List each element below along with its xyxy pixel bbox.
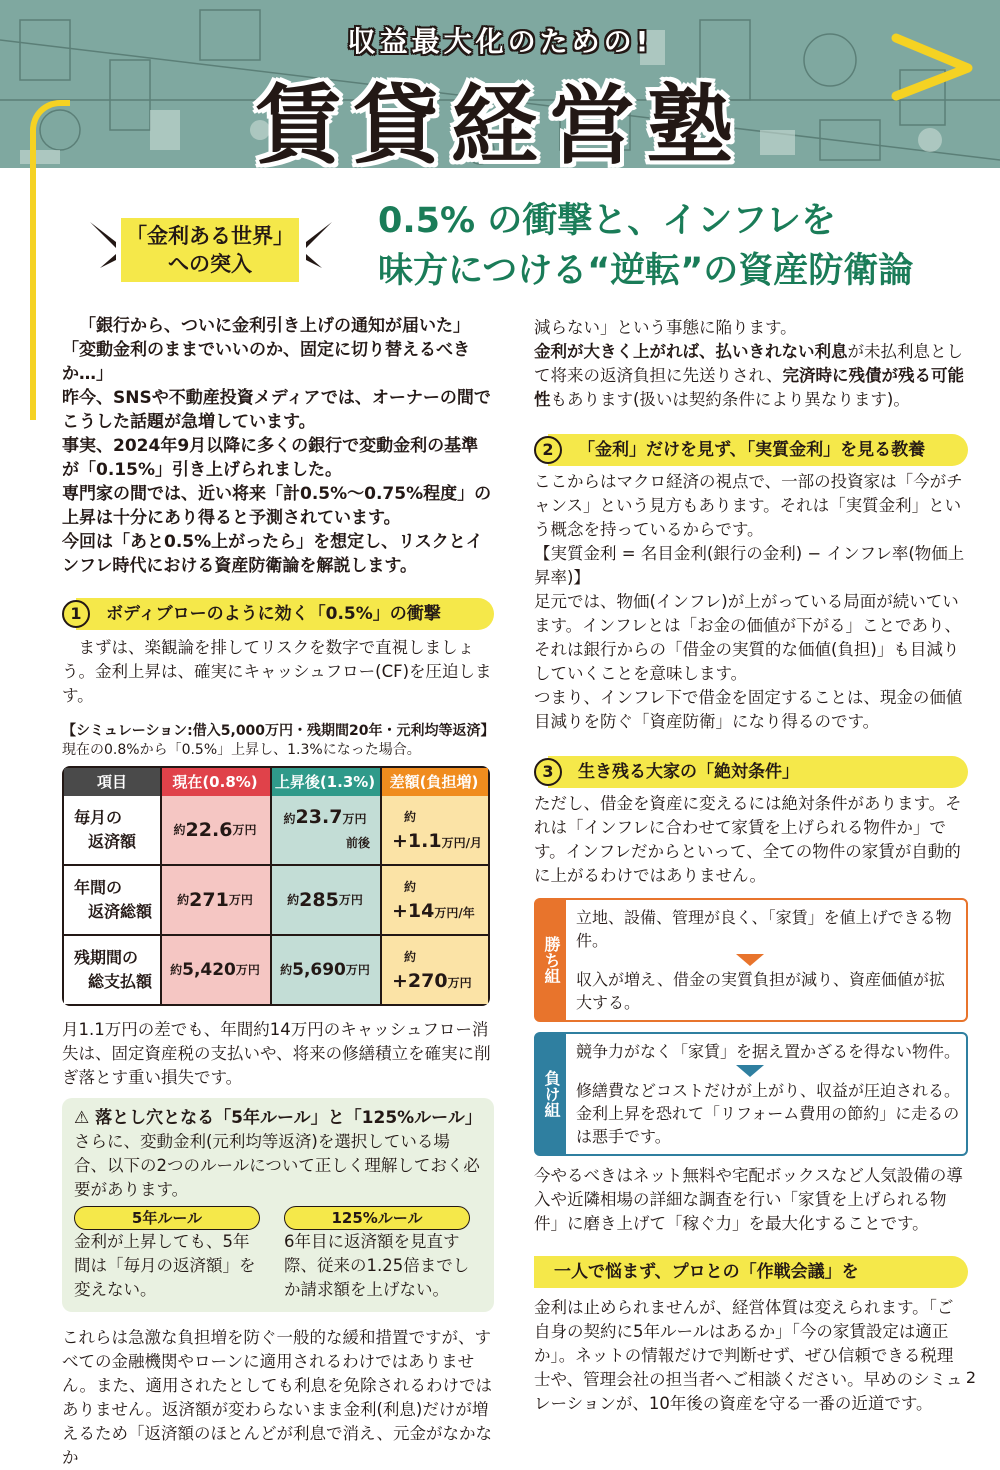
intro-p1: 「銀行から、ついに金利引き上げの通知が届いた」「変動金利のままでいいのか、固定に切り替えるべきか…」 — [62, 316, 470, 384]
cell-prefix: 約 — [404, 880, 417, 894]
banner-subtitle: 収益最大化のための! — [347, 25, 653, 58]
banner-title: 賃貸経営塾 — [255, 76, 745, 176]
rule-5year — [74, 1206, 260, 1302]
continued-text: 減らない」という事態に陥ります。 — [534, 318, 797, 337]
cell-value: +14 — [392, 900, 435, 922]
cell-value: +1.1 — [392, 830, 442, 852]
cell-unit: 万円 — [345, 963, 370, 977]
section-2-heading — [542, 434, 968, 466]
headline-tag-label — [121, 218, 299, 282]
simulation-subtitle: 現在の0.8%から「0.5%」上昇し、1.3%になった場合。 — [62, 742, 421, 758]
intro-p2: 昨今、SNSや不動産投資メディアでは、オーナーの間でこうした話題が急増しています。 — [62, 388, 491, 432]
cell-value: 23.7 — [295, 806, 343, 828]
rule-125-title: 125%ルール — [284, 1206, 470, 1230]
table-header-diff: 差額(負担増) — [380, 768, 488, 796]
intro — [62, 314, 494, 578]
cell-unit: 万円/年 — [434, 906, 475, 920]
section-1-title: ボディブローのように効く「0.5%」の衝撃 — [106, 604, 441, 624]
cell-value: 285 — [299, 889, 339, 911]
row-label-line1: 残期間の — [74, 948, 139, 967]
lose-case — [534, 1032, 968, 1156]
table-header-after: 上昇後(1.3%) — [270, 768, 380, 796]
row-label-line1: 年間の — [74, 878, 123, 897]
table-cell-diff — [380, 866, 488, 934]
cell-prefix: 約 — [404, 810, 417, 824]
intro-p5: 今回は「あと0.5%上がったら」を想定し、リスクとインフレ時代における資産防衛論を解説します。 — [62, 532, 483, 576]
rule-5year-text: 金利が上昇しても、5年間は「毎月の返済額」を変えない。 — [74, 1232, 256, 1299]
section-3-heading — [542, 756, 968, 788]
cell-unit: 万円 — [232, 823, 257, 837]
table-cell-after — [270, 936, 380, 1004]
win-case — [534, 898, 968, 1022]
table-header-item: 項目 — [64, 768, 160, 796]
simulation-title: 【シミュレーション:借入5,000万円・残期間20年・元利均等返済】 — [62, 723, 495, 739]
row-label-line1: 毎月の — [74, 808, 123, 827]
header-banner — [0, 0, 1000, 176]
table-row-label — [64, 876, 160, 924]
intro-p4: 専門家の間では、近い将来「計0.5%〜0.75%程度」の上昇は十分にあり得ると予測されています。 — [62, 484, 492, 528]
rule-5year-title: 5年ルール — [74, 1206, 260, 1230]
table-row-label — [64, 806, 160, 854]
risk-text-2: もあります(扱いは契約条件により異なります)。 — [550, 390, 910, 409]
cell-prefix: 約 — [170, 963, 183, 977]
cell-prefix: 約 — [404, 950, 417, 964]
rules-title — [74, 1106, 482, 1130]
section-2-number: 2 — [534, 436, 562, 464]
win-text-2: 収入が増え、借金の実質負担が減り、資産価値が拡大する。 — [576, 970, 945, 1012]
arrow-down-icon — [736, 954, 764, 966]
table-row-label — [64, 946, 160, 994]
cell-value: 271 — [189, 889, 229, 911]
cell-prefix: 約 — [173, 823, 186, 837]
chevron-right-icon — [888, 30, 978, 100]
after-table-text: 月1.1万円の差でも、年間約14万円のキャッシュフロー消失は、固定資産税の支払いや、将来の修繕積立を確実に削ぎ落とす重い損失です。 — [62, 1020, 491, 1087]
rules-box — [62, 1098, 494, 1312]
row-label-line2: 返済額 — [88, 832, 137, 851]
tag-line-2: への突入 — [168, 252, 252, 276]
lose-body — [576, 1034, 966, 1154]
row-label-line2: 総支払額 — [88, 972, 153, 991]
table-cell-diff — [380, 936, 488, 1004]
row-label-line2: 返済総額 — [88, 902, 153, 921]
headline-tag — [86, 212, 336, 282]
section-1-heading — [70, 598, 494, 630]
cell-value: 5,690 — [292, 960, 346, 980]
rule-columns — [74, 1206, 482, 1302]
tag-line-1: 「金利ある世界」 — [126, 224, 294, 248]
warning-icon: ⚠ — [74, 1108, 90, 1128]
intro-p3: 事実、2024年9月以降に多くの銀行で変動金利の基準が「0.15%」引き上げられました。 — [62, 436, 479, 480]
section-2-title: 「金利」だけを見ず、「実質金利」を見る教養 — [578, 440, 926, 460]
cell-value: +270 — [392, 970, 448, 992]
closing-text: 金利は止められませんが、経営体質は変えられます。「ご自身の契約に5年ルールはあるか」「今の家賃設定は適正か」。ネットの情報だけで判断せず、ぜひ信頼できる税理士や、管理会社の担当者へご相談ください。早めのシミュレーションが、10年後の資産を守る一番の近道です。 — [534, 1298, 963, 1413]
lose-text-1: 競争力がなく「家賃」を据え置かざるを得ない物件。 — [576, 1042, 961, 1061]
cell-prefix: 約 — [280, 963, 293, 977]
cell-prefix: 約 — [177, 893, 190, 907]
table-cell-now — [160, 936, 270, 1004]
risk-bold-2: 完済時に残債が残る可能性 — [534, 366, 964, 409]
rule-125 — [284, 1206, 470, 1302]
win-label: 勝ち組 — [536, 900, 566, 1020]
cell-unit: 万円 — [447, 976, 472, 990]
cell-unit: 万円 — [235, 963, 260, 977]
win-body — [576, 900, 966, 1020]
cell-unit: 万円 — [342, 812, 367, 826]
headline-line-1: 0.5% の衝撃と、インフレを — [378, 201, 836, 241]
cell-value: 5,420 — [182, 960, 236, 980]
section-2-p4: つまり、インフレ下で借金を固定することは、現金の価値目減りを防ぐ「資産防衛」になり得るのです。 — [534, 688, 963, 731]
simulation-table — [62, 766, 490, 1006]
left-bottom-text: これらは急激な負担増を防ぐ一般的な緩和措置ですが、すべての金融機関やローンに適用されるわけではありません。また、適用されたとしても利息を免除されるわけではありません。返済額が変わらないまま金利(利息)だけが増えるため「返済額のほとんどが利息で消え、元金がなかなか — [62, 1328, 492, 1467]
risk-text-1: が未払利息として将来の返済負担に先送りされ、 — [534, 342, 963, 385]
closing-heading: 一人で悩まず、プロとの「作戦会議」を — [534, 1256, 968, 1288]
section-3-p1: ただし、借金を資産に変えるには絶対条件があります。それは「インフレに合わせて家賃を上げられる物件か」です。インフレだからといって、全ての物件の家賃が自動的に上がるわけではありません。 — [534, 794, 962, 885]
lose-label: 負け組 — [536, 1034, 566, 1154]
section-1-number: 1 — [62, 600, 90, 628]
headline — [378, 196, 913, 296]
section-2-p1: ここからはマクロ経済の視点で、一部の投資家は「今がチャンス」という見方もあります。それは「実質金利」という概念を持っているからです。 — [534, 472, 963, 539]
section-3-p2: 今やるべきはネット無料や宅配ボックスなど人気設備の導入や近隣相場の詳細な調査を行い「家賃を上げられる物件」に磨き上げて「稼ぐ力」を最大化することです。 — [534, 1166, 963, 1233]
cell-prefix: 約 — [283, 812, 296, 826]
table-cell-now — [160, 796, 270, 864]
cell-unit: 万円 — [338, 893, 363, 907]
page-number: 2 — [965, 1368, 976, 1387]
cell-unit: 万円/月 — [441, 836, 482, 850]
cell-unit: 万円 — [228, 893, 253, 907]
risk-bold-1: 金利が大きく上がれば、払いきれない利息 — [534, 342, 848, 361]
table-cell-after — [270, 866, 380, 934]
cell-value: 22.6 — [185, 819, 233, 841]
lose-text-2: 修繕費などコストだけが上がり、収益が圧迫される。金利上昇を恐れて「リフォーム費用の節約」に走るのは悪手です。 — [576, 1081, 961, 1146]
arrow-down-icon — [736, 1065, 764, 1077]
rule-125-text: 6年目に返済額を見直す際、従来の1.25倍までしか請求額を上げない。 — [284, 1232, 470, 1299]
section-2-formula: 【実質金利 = 名目金利(銀行の金利) − インフレ率(物価上昇率)】 — [534, 544, 965, 587]
cell-note: 前後 — [345, 836, 370, 850]
win-text-1: 立地、設備、管理が良く、「家賃」を値上げできる物件。 — [576, 908, 952, 950]
left-column — [62, 314, 494, 1470]
section-1-text: まずは、楽観論を排してリスクを数字で直視しましょう。金利上昇は、確実にキャッシュフロー(CF)を圧迫します。 — [62, 638, 492, 705]
table-cell-after — [270, 796, 380, 864]
section-3-number: 3 — [534, 758, 562, 786]
table-header-now: 現在(0.8%) — [160, 768, 270, 796]
section-2-p3: 足元では、物価(インフレ)が上がっている局面が続いています。インフレとは「お金の価値が下がる」ことであり、それは銀行からの「借金の実質的な価値(負担)」も目減りしていくことを意味します。 — [534, 592, 962, 683]
cell-prefix: 約 — [287, 893, 300, 907]
simulation — [62, 722, 494, 1006]
section-3-title: 生き残る大家の「絶対条件」 — [578, 762, 799, 782]
right-column — [534, 316, 968, 1416]
table-cell-diff — [380, 796, 488, 864]
table-cell-now — [160, 866, 270, 934]
risk-text — [534, 340, 968, 412]
rules-title-text: 落とし穴となる「5年ルール」と「125%ルール」 — [95, 1108, 482, 1128]
headline-line-2: 味方につける“逆転”の資産防衛論 — [378, 251, 914, 291]
rules-text: さらに、変動金利(元利均等返済)を選択している場合、以下の2つのルールについて正しく理解しておく必要があります。 — [74, 1132, 480, 1199]
